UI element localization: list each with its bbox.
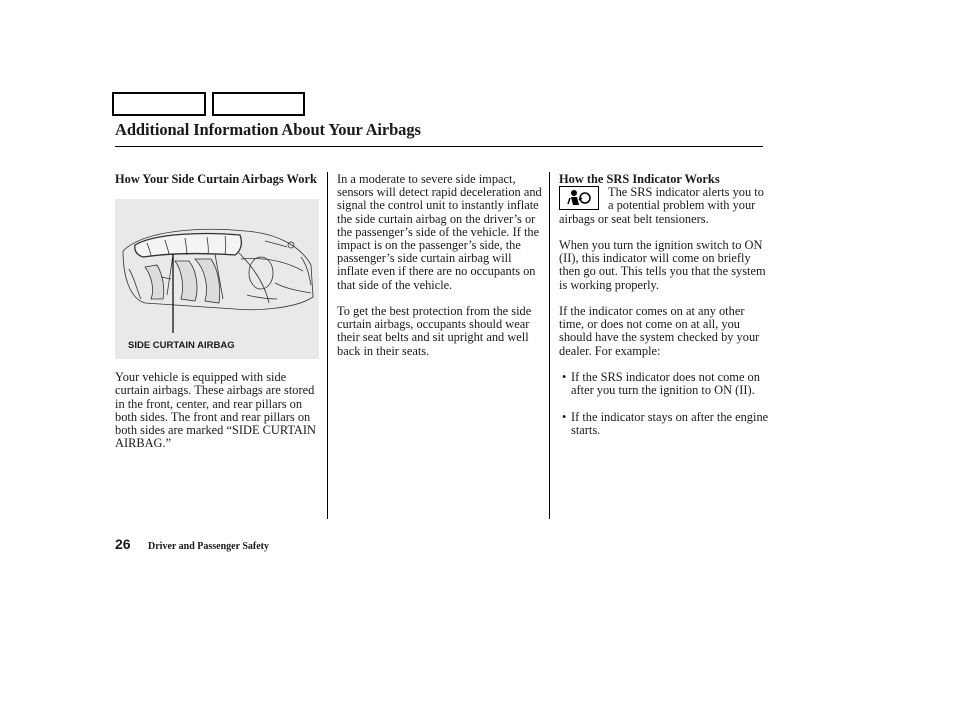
page-number: 26 — [115, 536, 131, 552]
column-right — [559, 173, 769, 450]
list-item: • If the SRS indicator does not come on after you turn the ignition to ON (II). — [559, 371, 769, 397]
column-left — [115, 173, 320, 464]
header-tab-box-right — [212, 92, 305, 116]
column-divider-left — [327, 172, 328, 519]
title-rule — [115, 146, 763, 147]
srs-indicator-text: The SRS indicator alerts you to a potential problem with your airbags or seat belt tensioners. — [559, 185, 764, 226]
dealer-check-paragraph: If the indicator comes on at any other time, or does not come on at all, you should have the system checked by your dealer. For example: — [559, 304, 760, 358]
side-curtain-airbag-figure — [115, 199, 319, 359]
srs-airbag-indicator-icon — [559, 186, 599, 210]
figure-caption: SIDE CURTAIN AIRBAG — [128, 340, 235, 352]
column-middle — [337, 173, 544, 371]
header-tab-box-left — [112, 92, 206, 116]
section-heading-side-curtain: How Your Side Curtain Airbags Work — [115, 172, 317, 186]
list-item: • If the indicator stays on after the engine starts. — [559, 411, 769, 437]
side-curtain-description: Your vehicle is equipped with side curtain airbags. These airbags are stored in the front, center, and rear pillars on both sides. The front and rear pillars on both sides are marked “SIDE CURTAIN AIRBAG.” — [115, 370, 316, 451]
page-title: Additional Information About Your Airbags — [115, 120, 421, 139]
protection-paragraph: To get the best protection from the side curtain airbags, occupants should wear their seat belts and sit upright and well back in their seats. — [337, 304, 532, 358]
section-name: Driver and Passenger Safety — [148, 541, 270, 552]
car-interior-illustration — [115, 199, 319, 359]
srs-indicator-intro — [559, 186, 769, 226]
impact-paragraph: In a moderate to severe side impact, sensors will detect rapid deceleration and signal the control unit to instantly inflate the side curtain airbag on the driver’s or the passenger’s side of the vehicle. If the impact is on the passenger’s side, the passenger’s side curtain airbag will inflate even if there are no occupants on that side of the vehicle. — [337, 172, 542, 292]
section-heading-srs-indicator: How the SRS Indicator Works — [559, 172, 720, 186]
ignition-paragraph: When you turn the ignition switch to ON (II), this indicator will come on briefly then go out. This tells you that the system is working properly. — [559, 238, 766, 292]
example-list — [559, 371, 769, 437]
column-divider-right — [549, 172, 550, 519]
